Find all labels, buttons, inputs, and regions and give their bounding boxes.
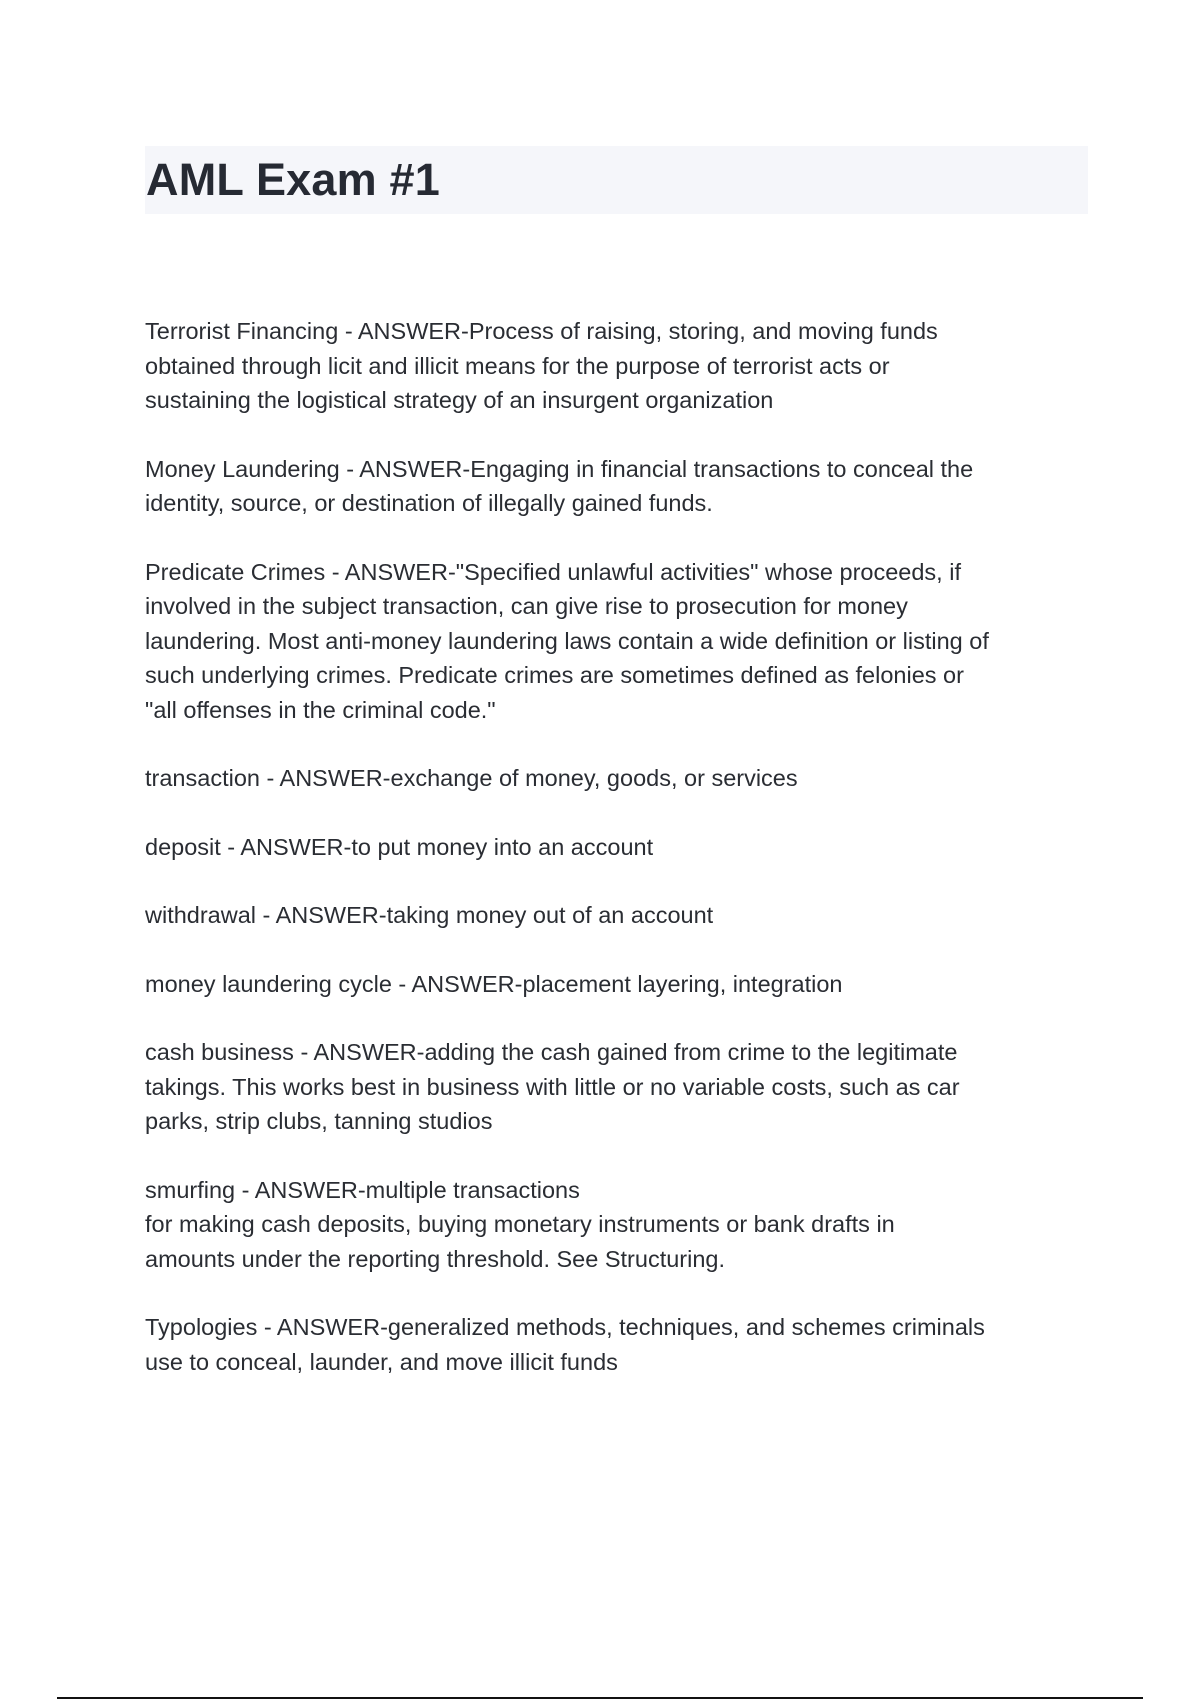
entry-line: such underlying crimes. Predicate crimes are sometimes defined as felonies or [145, 662, 964, 688]
entry-money-laundering-cycle [145, 967, 1090, 1002]
entry-line: identity, source, or destination of illegally gained funds. [145, 490, 713, 516]
entry-line: cash business - ANSWER-adding the cash gained from crime to the legitimate [145, 1039, 958, 1065]
entry-list [145, 314, 1090, 1413]
footer-divider [57, 1697, 1143, 1699]
entry-line: use to conceal, launder, and move illicit funds [145, 1348, 618, 1375]
entry-cash-business [145, 1035, 1090, 1139]
title-bar [145, 146, 1088, 214]
entry-line: parks, strip clubs, tanning studios [145, 1108, 493, 1134]
entry-line: Typologies - ANSWER-generalized methods, techniques, and schemes criminals [145, 1314, 985, 1340]
entry-line: amounts under the reporting threshold. See Structuring. [145, 1245, 726, 1272]
entry-line: withdrawal - ANSWER-taking money out of an account [145, 902, 714, 928]
entry-line: Predicate Crimes - ANSWER-"Specified unlawful activities" whose proceeds, if [145, 558, 961, 585]
entry-withdrawal [145, 898, 1090, 933]
entry-money-laundering [145, 452, 1090, 521]
entry-line: takings. This works best in business with little or no variable costs, such as car [145, 1073, 960, 1100]
entry-predicate-crimes [145, 555, 1090, 728]
entry-line: for making cash deposits, buying monetary instruments or bank drafts in [145, 1211, 895, 1237]
entry-line: smurfing - ANSWER-multiple transactions [145, 1176, 580, 1203]
entry-line: "all offenses in the criminal code." [145, 696, 496, 723]
entry-smurfing [145, 1173, 1090, 1277]
entry-deposit [145, 830, 1090, 865]
entry-line: deposit - ANSWER-to put money into an account [145, 833, 654, 860]
entry-terrorist-financing [145, 314, 1090, 418]
page-title: AML Exam #1 [146, 154, 440, 205]
entry-line: sustaining the logistical strategy of an insurgent organization [145, 387, 774, 413]
entry-line: obtained through licit and illicit means for the purpose of terrorist acts or [145, 352, 890, 379]
entry-line: involved in the subject transaction, can give rise to prosecution for money [145, 593, 908, 619]
entry-line: money laundering cycle - ANSWER-placement layering, integration [145, 970, 843, 997]
entry-line: transaction - ANSWER-exchange of money, goods, or services [145, 765, 798, 791]
entry-transaction [145, 761, 1090, 796]
entry-line: Money Laundering - ANSWER-Engaging in financial transactions to conceal the [145, 455, 974, 482]
entry-typologies [145, 1310, 1090, 1379]
entry-line: Terrorist Financing - ANSWER-Process of raising, storing, and moving funds [145, 318, 938, 344]
entry-line: laundering. Most anti-money laundering laws contain a wide definition or listing of [145, 627, 989, 654]
